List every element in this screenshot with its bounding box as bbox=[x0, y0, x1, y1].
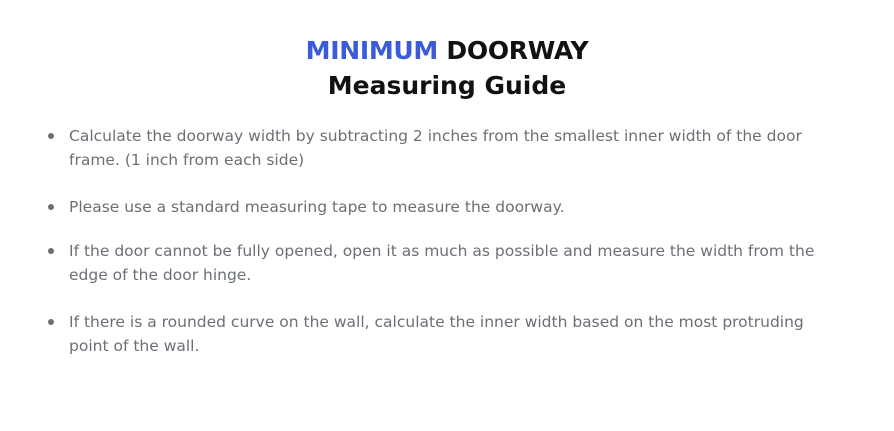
title-rest-word: DOORWAY bbox=[446, 36, 589, 65]
title-accent-word: MINIMUM bbox=[305, 36, 439, 65]
list-item-text: If the door cannot be fully opened, open it as much as possible and measure the width from the edge of the door hinge. bbox=[69, 242, 815, 284]
list-item bbox=[48, 124, 848, 172]
list-item bbox=[48, 239, 848, 287]
bullet-dot-icon bbox=[48, 204, 54, 210]
title-line-1 bbox=[0, 35, 894, 67]
list-item-text: If there is a rounded curve on the wall, calculate the inner width based on the most protruding point of the wall. bbox=[69, 313, 804, 355]
guide-title bbox=[0, 0, 894, 103]
bullet-dot-icon bbox=[48, 248, 54, 254]
guide-subtitle: Measuring Guide bbox=[327, 71, 567, 100]
instruction-list bbox=[48, 124, 848, 381]
list-item-text: Please use a standard measuring tape to measure the doorway. bbox=[69, 198, 565, 216]
list-item bbox=[48, 310, 848, 358]
bullet-dot-icon bbox=[48, 319, 54, 325]
list-item bbox=[48, 195, 848, 219]
list-item-text: Calculate the doorway width by subtracting 2 inches from the smallest inner width of the door frame. (1 inch from each side) bbox=[69, 127, 802, 169]
bullet-dot-icon bbox=[48, 133, 54, 139]
